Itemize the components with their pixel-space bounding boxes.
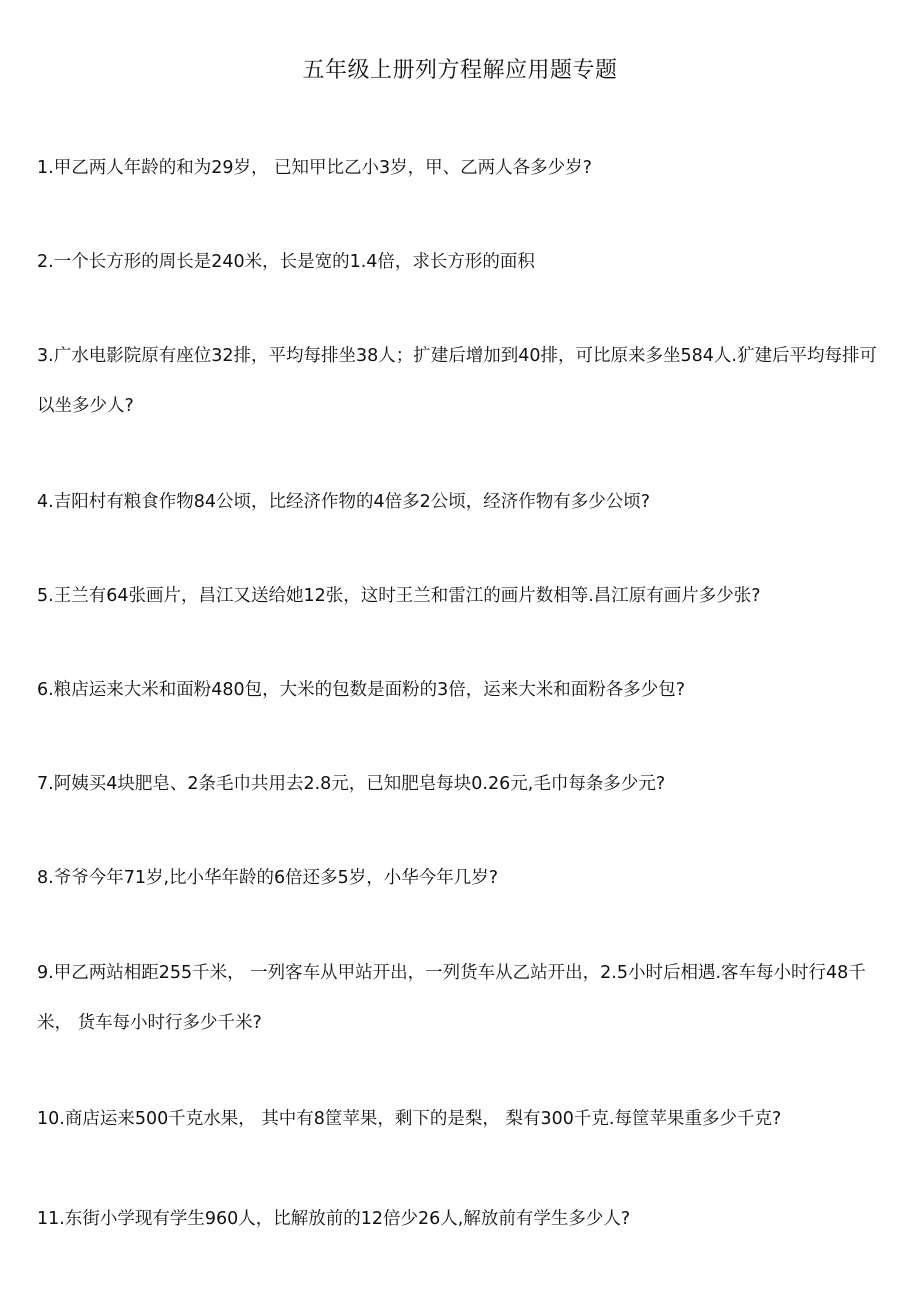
question-9: 9.甲乙两站相距255千米， 一列客车从甲站开出，一列货车从乙站开出，2.5小时后相遇.客车每小时行48千米， 货车每小时行多少千米? xyxy=(37,963,866,1033)
question-6: 6.粮店运来大米和面粉480包，大米的包数是面粉的3倍，运来大米和面粉各多少包? xyxy=(37,680,686,700)
question-11: 11.东街小学现有学生960人，比解放前的12倍少26人,解放前有学生多少人? xyxy=(37,1209,631,1229)
question-7: 7.阿姨买4块肥皂、2条毛巾共用去2.8元，已知肥皂每块0.26元,毛巾每条多少元? xyxy=(37,774,666,794)
question-1: 1.甲乙两人年龄的和为29岁， 已知甲比乙小3岁，甲、乙两人各多少岁? xyxy=(37,158,592,178)
question-4: 4.吉阳村有粮食作物84公顷，比经济作物的4倍多2公顷，经济作物有多少公顷? xyxy=(37,492,651,512)
page-title: 五年级上册列方程解应用题专题 xyxy=(302,58,618,83)
question-5: 5.王兰有64张画片，昌江又送给她12张，这时王兰和雷江的画片数相等.昌江原有画片多少张? xyxy=(37,586,761,606)
question-3: 3.广水电影院原有座位32排，平均每排坐38人；扩建后增加到40排，可比原来多坐584人.犷建后平均每排可以坐多少人? xyxy=(37,346,877,416)
question-2: 2.一个长方形的周长是240米，长是宽的1.4倍，求长方形的面积 xyxy=(37,252,535,272)
question-8: 8.爷爷今年71岁,比小华年龄的6倍还多5岁，小华今年几岁? xyxy=(37,868,499,888)
question-10: 10.商店运来500千克水果， 其中有8筐苹果，剩下的是梨， 梨有300千克.每筐苹果重多少千克? xyxy=(37,1109,782,1129)
